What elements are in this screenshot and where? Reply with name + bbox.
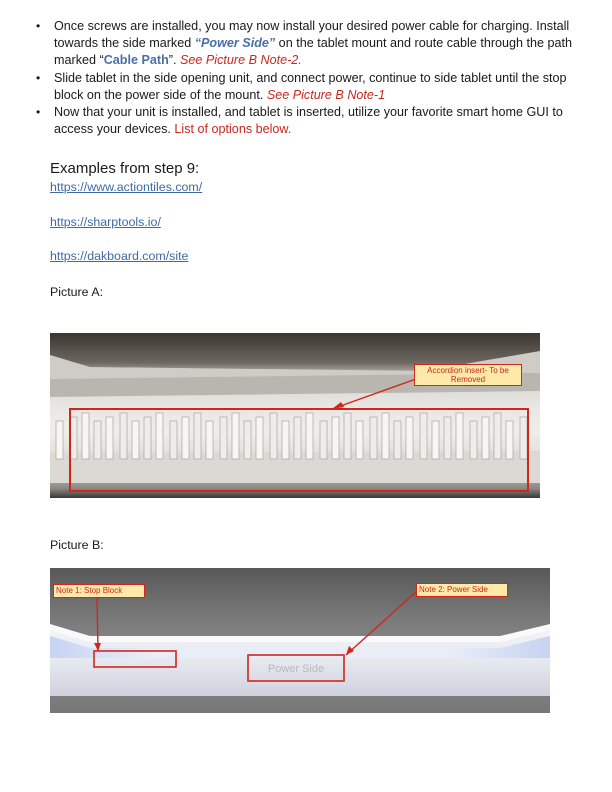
step-text: Now that your unit is installed, and tablet is inserted, utilize your favorite smart home GUI to access your devices. [54,105,563,137]
accordion-fin [120,413,127,459]
accordion-fin [432,421,439,459]
accordion-fin [344,413,351,459]
examples-heading: Examples from step 9: [50,160,200,177]
accordion-fin [132,421,139,459]
mount-rim [50,624,550,642]
bullet: • [36,70,41,85]
accordion-fin [306,413,313,459]
note1-callout: Note 1: Stop Block [53,584,145,598]
accordion-fin [444,417,451,459]
list-item [36,70,588,104]
bullet: • [36,105,41,120]
accordion-fin [320,421,327,459]
accordion-fin [106,417,113,459]
accordion-fin [94,421,101,459]
picture-reference: See Picture B Note-2. [179,53,302,68]
accordion-fin [294,417,301,459]
accordion-fin [70,417,77,459]
picture-reference: See Picture B Note-1 [266,87,386,102]
accordion-fin [156,413,163,459]
accordion-callout: Accordion insert- To be Removed [414,364,522,386]
accordion-fin [282,421,289,459]
accordion-fin [394,421,401,459]
link-actiontiles[interactable]: https://www.actiontiles.com/ [50,180,203,194]
step-text: on the tablet mount and route cable through the path marked “ [54,36,573,68]
accordion-fin [144,417,151,459]
embossed-power-side: Power Side [267,663,325,675]
arrow-head [332,402,344,409]
list-item [36,104,588,138]
accordion-fin [332,417,339,459]
accordion-fin [170,421,177,459]
step-text: Slide tablet in the side opening unit, and connect power, continue to side tablet until the stop block on the power side of the mount. [54,70,567,102]
accordion-fin [406,417,413,459]
accordion-fin [382,413,389,459]
accordion-fin [420,413,427,459]
picture-a-photo [50,333,540,498]
accordion-fin [232,413,239,459]
step-text: Once screws are installed, you may now install your desired power cable for charging. Install towards the side marked [54,19,570,51]
accordion-fin [206,421,213,459]
bullet: • [36,19,41,33]
accordion-fin [506,421,513,459]
accordion-fin [244,421,251,459]
note2-callout: Note 2: Power Side [416,583,508,597]
accordion-fin [470,421,477,459]
accordion-fin [56,421,63,459]
picture-b-label: Picture B: [50,538,104,552]
accordion-fin [182,417,189,459]
options-reference: List of options below. [174,122,292,137]
link-sharptools[interactable]: https://sharptools.io/ [50,215,161,229]
accordion-fin [494,413,501,459]
accordion-fin [520,417,527,459]
picture-b-photo [50,568,550,713]
link-dakboard[interactable]: https://dakboard.com/site [50,249,189,263]
power-side-label: “Power Side” [194,36,276,51]
accordion-fin [220,417,227,459]
picture-a-drawing [50,333,540,498]
accordion-fin [482,417,489,459]
list-item [36,18,588,70]
accordion-fin [82,413,89,459]
instruction-list [36,18,588,138]
accordion-fin [356,421,363,459]
cable-path-label: Cable Path [103,53,169,68]
accordion-fin [270,413,277,459]
accordion-fin [256,417,263,459]
picture-a-label: Picture A: [50,285,104,299]
step-text: ”. [168,53,180,68]
accordion-fin [370,417,377,459]
accordion-fin [456,413,463,459]
accordion-fin [194,413,201,459]
